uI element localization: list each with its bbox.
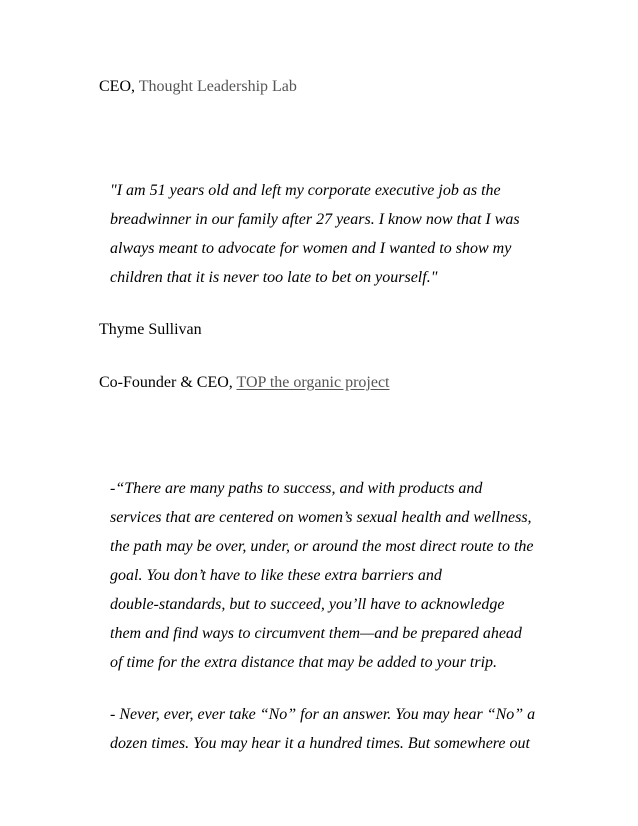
header-org: Thought Leadership Lab [138, 78, 297, 95]
quote-line: -“There are many paths to success, and with products and [110, 480, 483, 497]
quote-line: dozen times. You may hear it a hundred times. But somewhere out [110, 735, 530, 752]
quote-line: services that are centered on women’s sexual health and wellness, [110, 509, 532, 526]
header-role: CEO, [99, 78, 135, 95]
quote-line: - Never, ever, ever take “No” for an answer. You may hear “No” a [110, 706, 536, 723]
quote-line: always meant to advocate for women and I wanted to show my [110, 240, 512, 257]
quote-line: breadwinner in our family after 27 years. I know now that I was [110, 211, 520, 228]
quote-line: "I am 51 years old and left my corporate executive job as the [110, 182, 501, 199]
quote-block-3 [110, 700, 535, 758]
quote-line: double-standards, but to succeed, you’ll have to acknowledge [110, 596, 505, 613]
quote-block-1 [110, 176, 520, 292]
quote-line: them and find ways to circumvent them—and be prepared ahead [110, 625, 522, 642]
person-role-line [99, 373, 389, 393]
quote-line: of time for the extra distance that may be added to your trip. [110, 654, 498, 671]
company-link[interactable]: TOP the organic project [236, 374, 390, 391]
quote-block-2 [110, 474, 534, 677]
quote-line: the path may be over, under, or around the most direct route to the [110, 538, 534, 555]
header-line [99, 77, 297, 97]
person-role: Co-Founder & CEO, [99, 374, 237, 391]
quote-line: goal. You don’t have to like these extra barriers and [110, 567, 442, 584]
person-name: Thyme Sullivan [99, 321, 202, 338]
quote-line: children that it is never too late to bet on yourself." [110, 269, 438, 286]
